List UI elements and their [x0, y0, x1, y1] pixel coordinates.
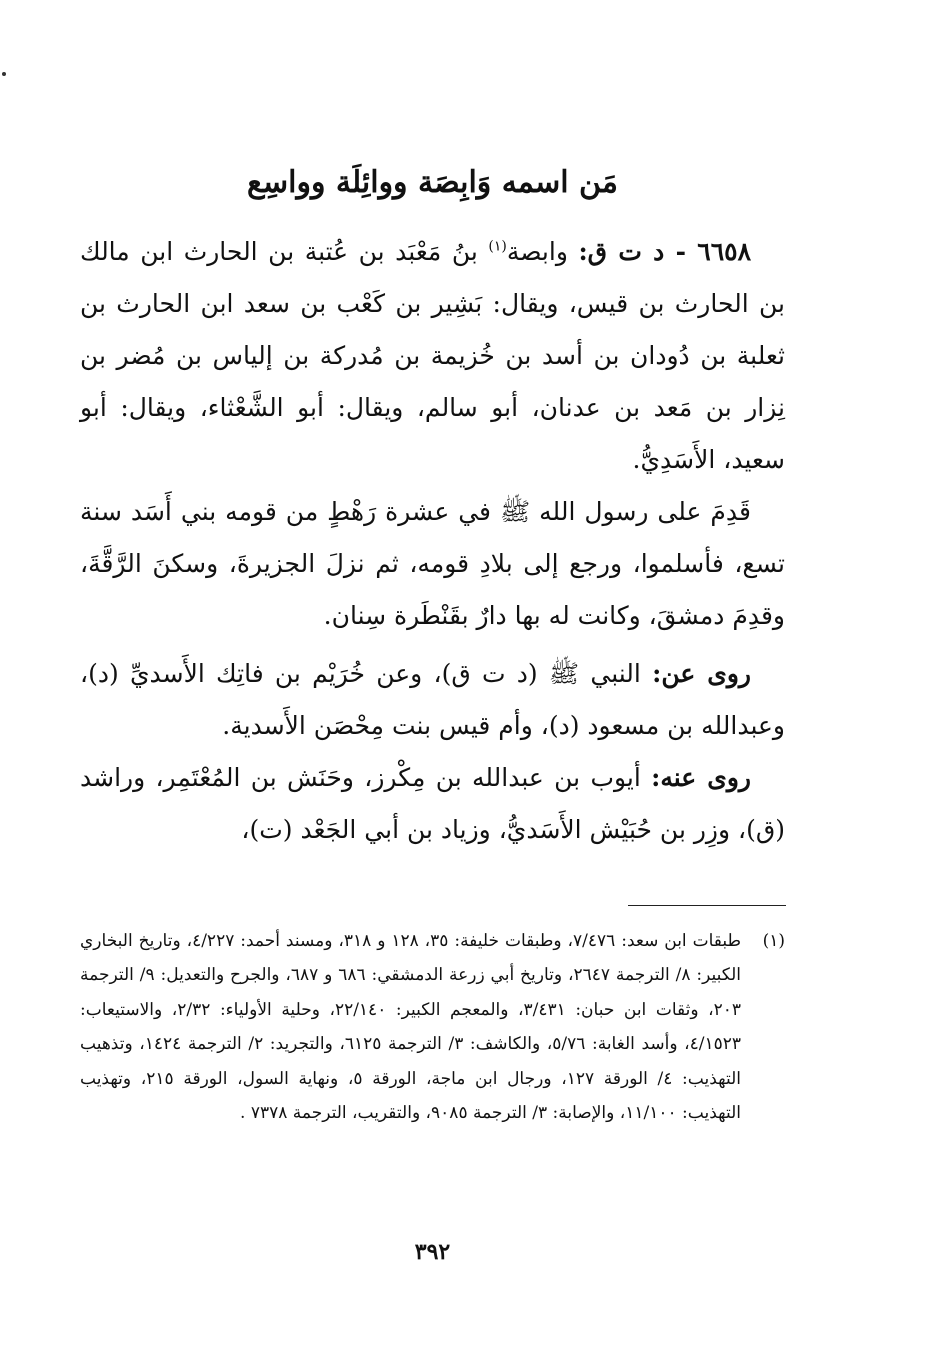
narrated-by-text: أيوب بن عبدالله بن مِكْرز، وحَنَش بن المُعْتَمِر، وراشد (ق)، وزِر بن حُبَيْش الأَسَديُّ، وزياد بن أبي الجَعْد (ت)،: [80, 763, 785, 844]
biography-paragraph: قَدِمَ على رسول الله ﷺ في عشرة رَهْطٍ من قومه بني أَسَد سنة تسع، فأسلموا، ورجع إلى بلادِ قومه، ثم نزلَ الجزيرةَ، وسكنَ الرَّقَّةَ، وقدِمَ دمشقَ، وكانت له بها دارٌ بقَنْطَرة سِنان.: [80, 497, 785, 630]
entry-number: ٦٦٥٨ - د ت ق:: [578, 237, 752, 266]
narrated-from-text: النبي ﷺ (د ت ق)، وعن خُرَيْم بن فاتِك الأَسديِّ (د)، وعبدالله بن مسعود (د)، وأم قيس بنت مِحْصَن الأَسدية.: [80, 659, 785, 740]
footnote-divider: [628, 905, 786, 906]
narrated-from-paragraph: [80, 648, 785, 752]
footnote-number: (١): [762, 931, 785, 951]
footnote-text: طبقات ابن سعد: ٧/٤٧٦، وطبقات خليفة: ٣٥، ١٢٨ و ٣١٨، ومسند أحمد: ٤/٢٢٧، وتاريخ البخاري الكبير: ٨/ الترجمة ٢٦٤٧، وتاريخ أبي زرعة الدمشقي: ٦٨٦ و ٦٨٧، والجرح والتعديل: ٩/ الترجمة ٢٠٣، وثقات ابن حبان: ٣/٤٣١، والمعجم الكبير: ٢٢/١٤٠، وحلية الأولياء: ٢/٣٢، والاستيعاب: ٤/١٥٢٣، وأسد الغابة: ٥/٧٦، والكاشف: ٣/ الترجمة ٦١٢٥، والتجريد: ٢/ الترجمة ١٤٢٤، وتذهيب التهذيب: ٤/ الورقة ١٢٧، ورجال ابن ماجة، الورقة ٥، ونهاية السول، الورقة ٢١٥، وتهذيب التهذيب: ١١/١٠٠، والإصابة: ٣/ الترجمة ٩٠٨٥، والتقريب، الترجمة ٧٣٧٨ .: [80, 931, 742, 1124]
entry-lineage: بنُ مَعْبَد بن عُتبة بن الحارث ابن مالك بن الحارث بن قيس، ويقال: بَشِير بن كَعْب بن سعد ابن الحارث بن ثعلبة بن دُودان بن أسد بن خُزيمة بن مُدركة بن إلياس بن مُضر بن نِزار بن مَعد بن عدنان، أبو سالم، ويقال: أبو الشَّعْثاء، ويقال: أبو سعيد، الأَسَدِيُّ.: [80, 237, 785, 474]
entry-name: وابصة: [506, 237, 568, 266]
narrated-from-label: روى عن:: [652, 659, 752, 688]
footnote-reference[interactable]: (١): [488, 238, 507, 255]
scan-edge-mark: [2, 72, 6, 76]
page-number: ٣٩٢: [414, 1239, 451, 1265]
narrated-by-paragraph: [80, 752, 785, 856]
footnote: [80, 924, 785, 1130]
biography-body: [80, 226, 785, 856]
narrated-by-label: روى عنه:: [651, 763, 751, 792]
entry-paragraph: [80, 226, 785, 486]
section-heading: مَن اسمه وَابِصَة ووائِلَة وواسِع: [247, 165, 618, 200]
